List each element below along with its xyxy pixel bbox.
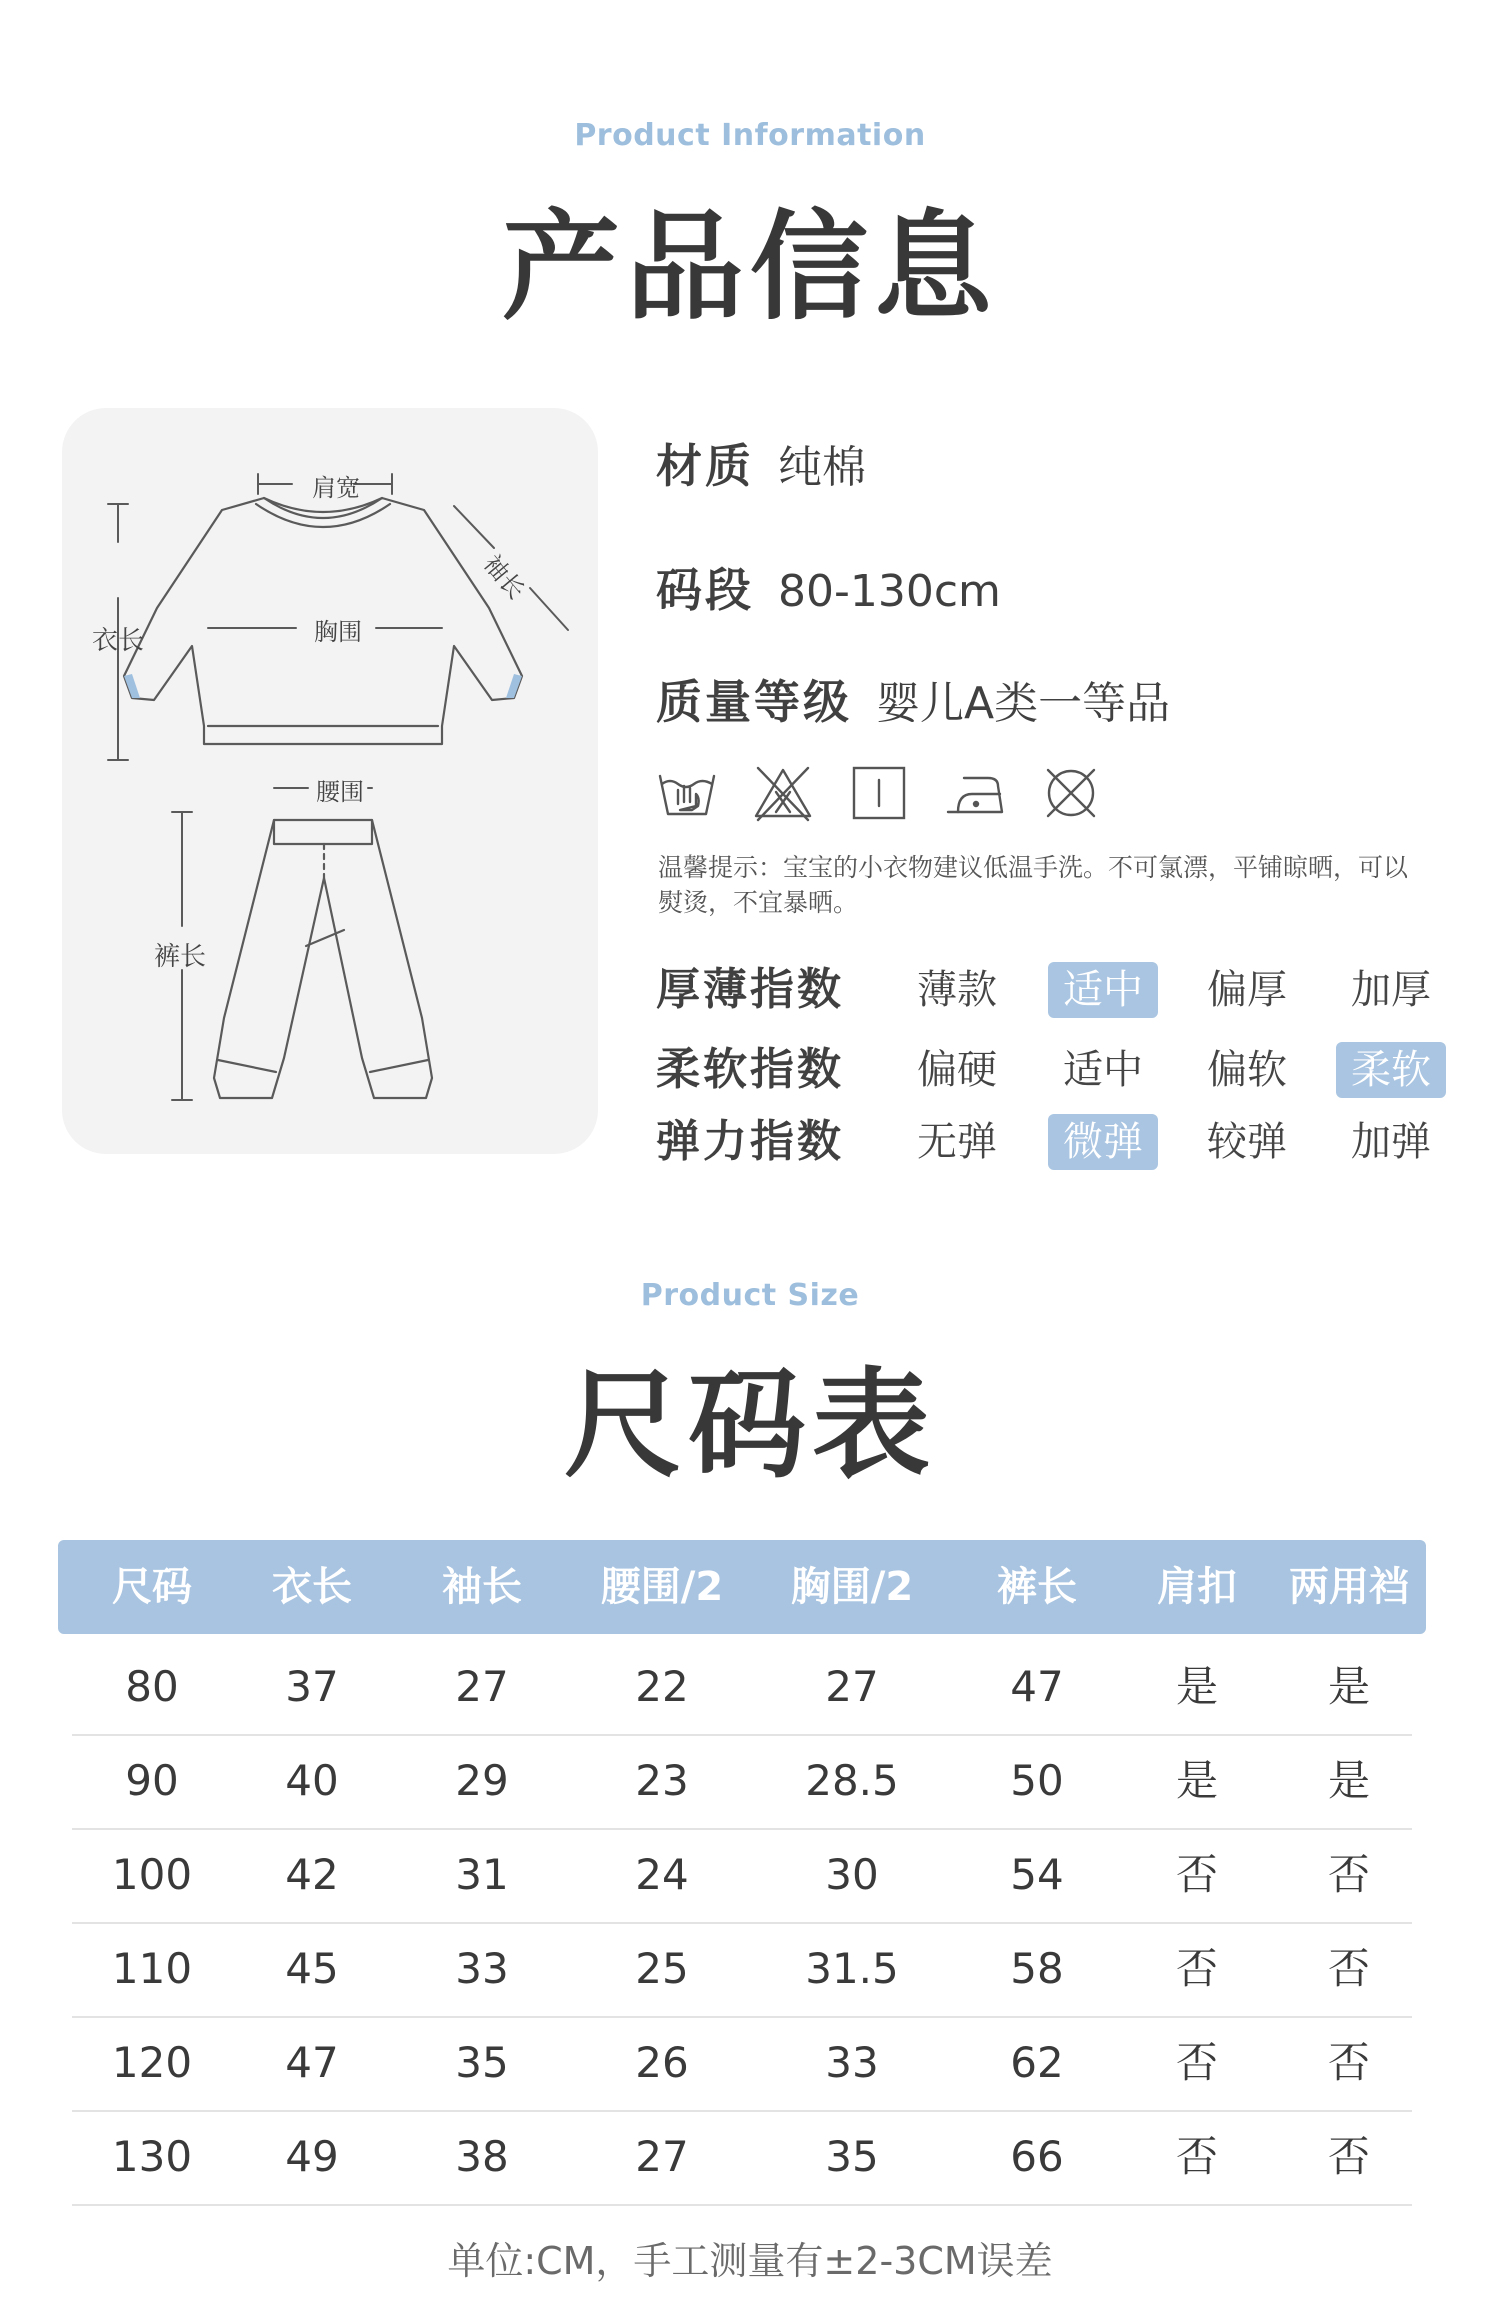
cell-shoulder-button: 否 bbox=[1175, 2038, 1218, 2087]
cell-size: 90 bbox=[125, 1756, 179, 1805]
table-row bbox=[72, 1640, 1412, 1736]
waist-label: 腰围 bbox=[316, 778, 364, 806]
product-info-title: 产品信息 bbox=[501, 198, 998, 336]
cell-sleeve: 38 bbox=[455, 2132, 509, 2181]
thickness-option: 薄款 bbox=[917, 967, 997, 1013]
shoulder-label: 肩宽 bbox=[312, 474, 360, 502]
care-icons bbox=[656, 762, 1116, 832]
cell-waist: 23 bbox=[635, 1756, 689, 1805]
table-row bbox=[72, 2110, 1412, 2206]
material-row bbox=[656, 430, 866, 496]
header-shoulder-button: 肩扣 bbox=[1157, 1564, 1237, 1610]
garment-illustration bbox=[62, 408, 598, 1154]
softness-index-label: 柔软指数 bbox=[656, 1044, 844, 1095]
cell-chest: 30 bbox=[825, 1850, 879, 1899]
cell-top-length: 45 bbox=[285, 1944, 339, 1993]
size-range-row bbox=[656, 554, 1001, 620]
size-range-key: 码段 bbox=[656, 563, 754, 617]
softness-option: 偏硬 bbox=[917, 1047, 997, 1093]
elasticity-option-selected: 微弹 bbox=[1048, 1114, 1158, 1170]
chest-label: 胸围 bbox=[314, 618, 362, 646]
elasticity-option: 无弹 bbox=[917, 1119, 997, 1165]
no-dry-clean-icon bbox=[1040, 762, 1102, 824]
cell-waist: 22 bbox=[635, 1662, 689, 1711]
cell-size: 100 bbox=[111, 1850, 193, 1899]
cell-pants-length: 47 bbox=[1010, 1662, 1064, 1711]
header-size: 尺码 bbox=[112, 1564, 192, 1610]
softness-option-selected: 柔软 bbox=[1336, 1042, 1446, 1098]
size-range-value: 80-130cm bbox=[778, 566, 1001, 617]
no-bleach-icon bbox=[752, 762, 814, 824]
cell-shoulder-button: 是 bbox=[1175, 1662, 1218, 1711]
cell-chest: 35 bbox=[825, 2132, 879, 2181]
header-chest: 胸围/2 bbox=[790, 1564, 914, 1610]
softness-option: 偏软 bbox=[1207, 1047, 1287, 1093]
cell-pants-length: 66 bbox=[1010, 2132, 1064, 2181]
cell-pants-length: 62 bbox=[1010, 2038, 1064, 2087]
cell-top-length: 40 bbox=[285, 1756, 339, 1805]
thickness-option: 加厚 bbox=[1351, 967, 1431, 1013]
sleeve-label: 袖长 bbox=[477, 549, 531, 605]
cell-waist: 26 bbox=[635, 2038, 689, 2087]
cell-pants-length: 50 bbox=[1010, 1756, 1064, 1805]
cell-sleeve: 31 bbox=[455, 1850, 509, 1899]
cell-dual-crotch: 是 bbox=[1327, 1756, 1370, 1805]
cell-size: 80 bbox=[125, 1662, 179, 1711]
cell-pants-length: 58 bbox=[1010, 1944, 1064, 1993]
cell-top-length: 47 bbox=[285, 2038, 339, 2087]
cell-top-length: 37 bbox=[285, 1662, 339, 1711]
cell-chest: 27 bbox=[825, 1662, 879, 1711]
product-size-subtitle: Product Size bbox=[640, 1278, 860, 1313]
product-size-title: 尺码表 bbox=[563, 1356, 936, 1494]
cell-pants-length: 54 bbox=[1010, 1850, 1064, 1899]
cell-sleeve: 35 bbox=[455, 2038, 509, 2087]
table-row bbox=[72, 2016, 1412, 2112]
elasticity-option: 加弹 bbox=[1351, 1119, 1431, 1165]
cell-top-length: 42 bbox=[285, 1850, 339, 1899]
dry-flat-icon bbox=[848, 762, 910, 824]
cell-shoulder-button: 否 bbox=[1175, 1850, 1218, 1899]
elasticity-index-row bbox=[656, 1114, 1456, 1170]
length-label: 衣长 bbox=[92, 626, 145, 656]
cell-top-length: 49 bbox=[285, 2132, 339, 2181]
header-top-length: 衣长 bbox=[272, 1564, 352, 1610]
cell-dual-crotch: 是 bbox=[1327, 1662, 1370, 1711]
cell-waist: 24 bbox=[635, 1850, 689, 1899]
cell-sleeve: 29 bbox=[455, 1756, 509, 1805]
cell-dual-crotch: 否 bbox=[1327, 2132, 1370, 2181]
table-row bbox=[72, 1922, 1412, 2018]
size-table-header bbox=[58, 1540, 1426, 1634]
cell-dual-crotch: 否 bbox=[1327, 2038, 1370, 2087]
thickness-index-row bbox=[656, 962, 1456, 1018]
material-key: 材质 bbox=[656, 439, 754, 493]
thickness-index-label: 厚薄指数 bbox=[656, 964, 844, 1015]
thickness-option-selected: 适中 bbox=[1048, 962, 1158, 1018]
cell-chest: 31.5 bbox=[805, 1944, 899, 1993]
cell-chest: 33 bbox=[825, 2038, 879, 2087]
table-row bbox=[72, 1828, 1412, 1924]
material-value: 纯棉 bbox=[778, 442, 866, 493]
product-info-subtitle: Product Information bbox=[574, 118, 926, 153]
header-sleeve: 袖长 bbox=[442, 1564, 522, 1610]
quality-key: 质量等级 bbox=[656, 675, 852, 729]
cell-shoulder-button: 否 bbox=[1175, 1944, 1218, 1993]
cell-size: 120 bbox=[111, 2038, 193, 2087]
thickness-option: 偏厚 bbox=[1207, 967, 1287, 1013]
softness-index-row bbox=[656, 1042, 1456, 1098]
cell-sleeve: 33 bbox=[455, 1944, 509, 1993]
cell-size: 130 bbox=[111, 2132, 193, 2181]
quality-value: 婴儿A类一等品 bbox=[876, 678, 1171, 729]
iron-low-icon bbox=[944, 762, 1006, 824]
pants-length-label: 裤长 bbox=[154, 942, 207, 972]
pants-outline bbox=[214, 820, 432, 1098]
cell-dual-crotch: 否 bbox=[1327, 1850, 1370, 1899]
cell-waist: 27 bbox=[635, 2132, 689, 2181]
cell-size: 110 bbox=[111, 1944, 193, 1993]
cell-shoulder-button: 是 bbox=[1175, 1756, 1218, 1805]
cell-dual-crotch: 否 bbox=[1327, 1944, 1370, 1993]
softness-option: 适中 bbox=[1063, 1047, 1143, 1093]
header-dual-crotch: 两用裆 bbox=[1289, 1564, 1409, 1610]
cell-sleeve: 27 bbox=[455, 1662, 509, 1711]
cell-chest: 28.5 bbox=[805, 1756, 899, 1805]
care-tip: 温馨提示：宝宝的小衣物建议低温手洗。不可氯漂，平铺晾晒，可以熨烫，不宜暴晒。 bbox=[658, 853, 1409, 917]
elasticity-option: 较弹 bbox=[1207, 1119, 1287, 1165]
cell-shoulder-button: 否 bbox=[1175, 2132, 1218, 2181]
table-row bbox=[72, 1734, 1412, 1830]
hand-wash-icon bbox=[656, 762, 718, 824]
header-pants-length: 裤长 bbox=[997, 1564, 1077, 1610]
size-footnote: 单位:CM，手工测量有±2-3CM误差 bbox=[447, 2239, 1053, 2283]
header-waist: 腰围/2 bbox=[600, 1564, 724, 1610]
quality-row bbox=[656, 666, 1170, 732]
elasticity-index-label: 弹力指数 bbox=[656, 1116, 844, 1167]
cell-waist: 25 bbox=[635, 1944, 689, 1993]
